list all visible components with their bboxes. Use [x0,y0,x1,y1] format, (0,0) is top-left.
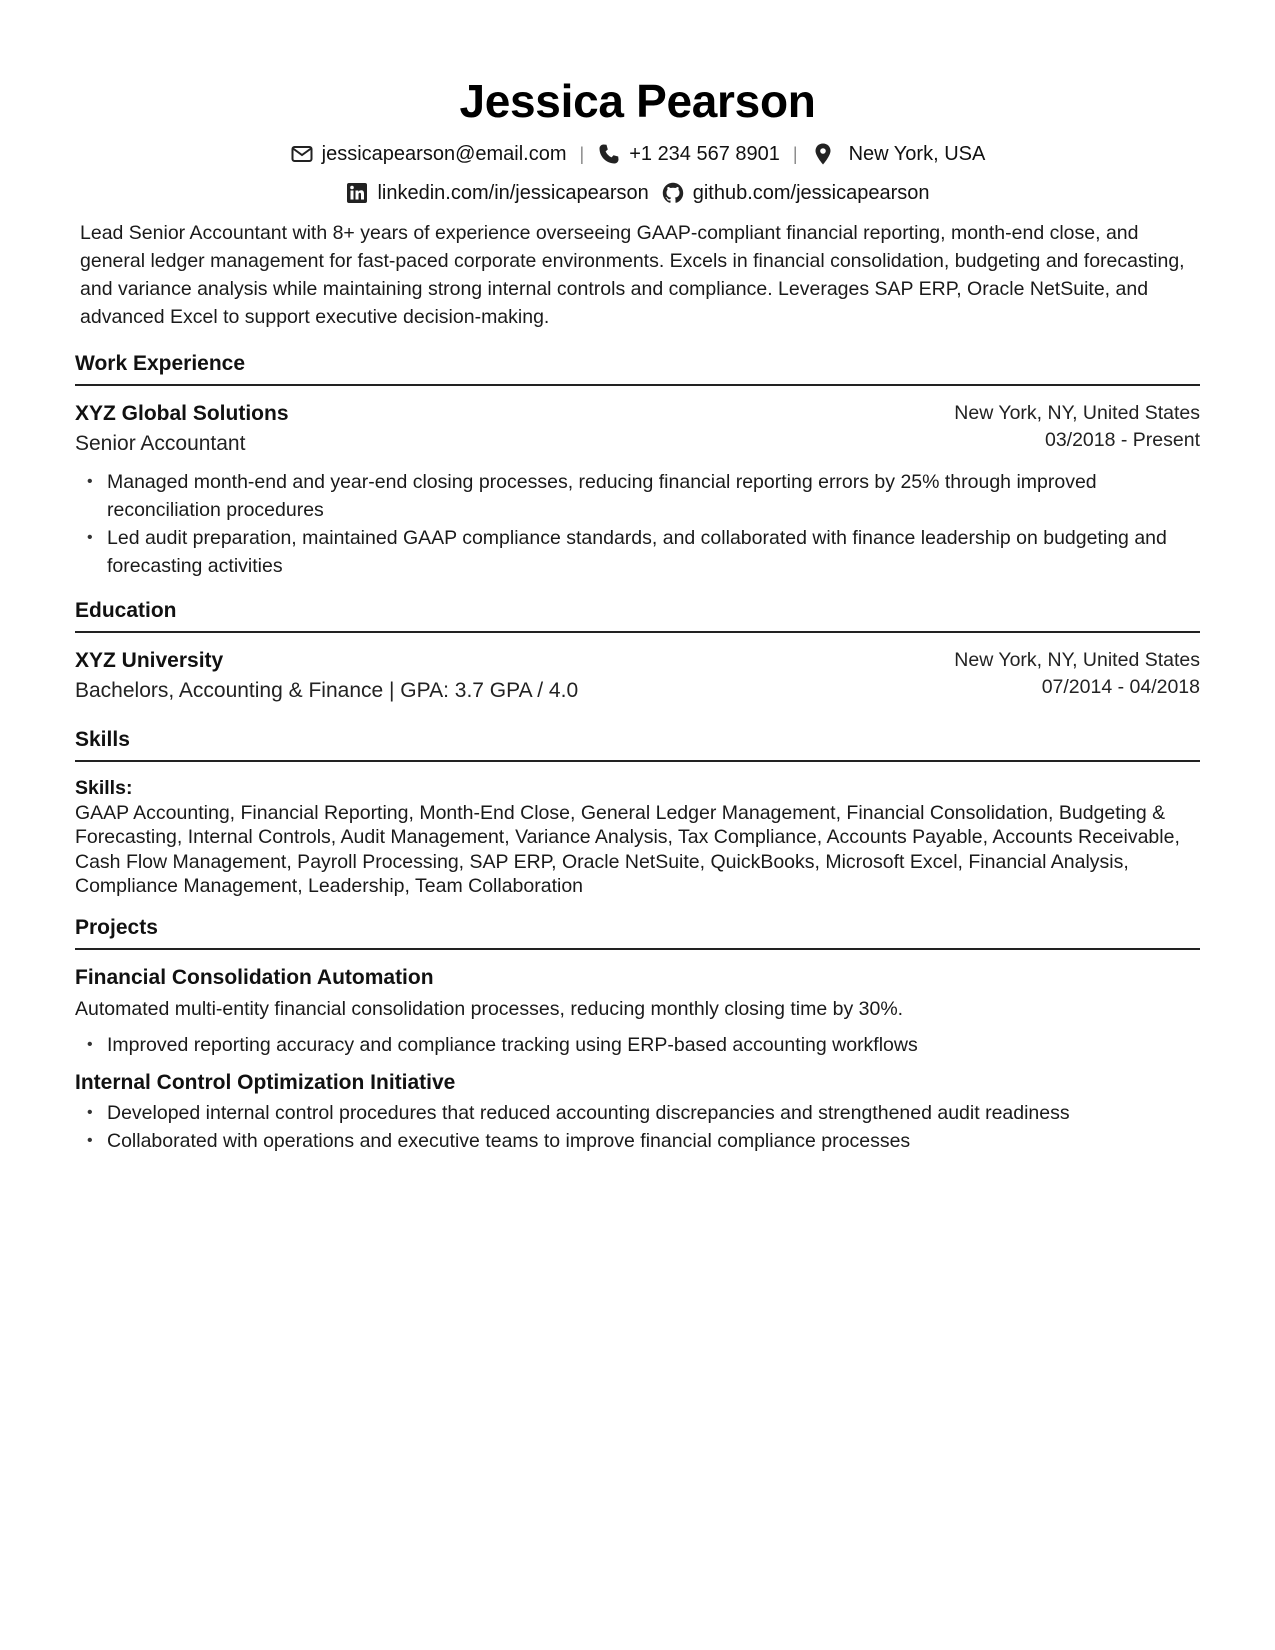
contact-linkedin[interactable] [345,179,648,207]
work-bullets [75,468,1200,580]
education-entry [75,647,1200,707]
phone-text: +1 234 567 8901 [629,143,780,165]
list-item: • Improved reporting accuracy and compliance tracking using ERP-based accounting workflows [107,1031,1200,1059]
list-item: • Led audit preparation, maintained GAAP compliance standards, and collaborated with finance leadership on budgeting and forecasting activities [107,524,1200,580]
github-icon [661,181,685,205]
phone-icon [597,142,621,166]
work-dates: 03/2018 - Present [1044,429,1200,451]
list-item: • Collaborated with operations and executive teams to improve financial compliance processes [107,1127,1200,1155]
project-bullets [75,1099,1200,1155]
contact-separator: | [792,144,798,164]
email-text: jessicapearson@email.com [321,143,567,165]
contact-row-links [75,179,1200,207]
contact-row-primary [75,140,1200,168]
project-description: Automated multi-entity financial consolidation processes, reducing monthly closing time by 30%. [75,997,904,1020]
work-entry [75,400,1200,460]
project-title: Internal Control Optimization Initiative [75,1070,456,1094]
contact-location [811,140,986,168]
contact-email[interactable] [290,140,567,168]
list-item: • Developed internal control procedures that reduced accounting discrepancies and strengthened audit readiness [107,1099,1200,1127]
project-title: Financial Consolidation Automation [75,965,434,989]
education-dates: 07/2014 - 04/2018 [1041,676,1200,698]
envelope-icon [290,142,314,166]
section-heading-skills: Skills [75,727,1200,762]
section-heading-projects: Projects [75,915,1200,950]
education-location: New York, NY, United States [954,649,1200,671]
skills-block [75,776,1200,899]
section-heading-education: Education [75,598,1200,633]
skills-list: GAAP Accounting, Financial Reporting, Month-End Close, General Ledger Management, Financial Consolidation, Budgeting & Forecasting, Internal Controls, Audit Management, Variance Analysis, Tax Compliance, Accounts Payable, Accounts Receivable, Cash Flow Management, Payroll Processing, SAP ERP, Oracle NetSuite, QuickBooks, Microsoft Excel, Financial Analysis, Compliance Management, Leadership, Team Collaboration [75,801,1180,897]
candidate-name: Jessica Pearson [459,75,816,127]
list-item: • Managed month-end and year-end closing processes, reducing financial reporting errors by 25% through improved reconciliation procedures [107,468,1200,524]
linkedin-icon [345,181,369,205]
school-name: XYZ University [75,649,224,672]
job-title: Senior Accountant [75,432,246,455]
contact-github[interactable] [661,179,930,207]
company-name: XYZ Global Solutions [75,402,289,425]
contact-separator: | [579,144,585,164]
contact-phone[interactable] [597,140,780,168]
degree: Bachelors, Accounting & Finance | GPA: 3.7 GPA / 4.0 [75,679,579,702]
professional-summary: Lead Senior Accountant with 8+ years of experience overseeing GAAP-compliant financial reporting, month-end close, and general ledger management for fast-paced corporate environments. Excels in financial consolidation, budgeting and forecasting, and variance analysis while maintaining strong internal controls and compliance. Leverages SAP ERP, Oracle NetSuite, and advanced Excel to support executive decision-making. [80,222,1185,328]
work-location: New York, NY, United States [954,402,1200,424]
linkedin-text: linkedin.com/in/jessicapearson [377,182,649,204]
skills-label: Skills: [75,777,133,799]
location-text: New York, USA [848,143,986,165]
github-text: github.com/jessicapearson [692,182,930,204]
project-bullets [75,1031,1200,1059]
map-pin-icon [811,142,835,166]
section-heading-work: Work Experience [75,351,1200,386]
